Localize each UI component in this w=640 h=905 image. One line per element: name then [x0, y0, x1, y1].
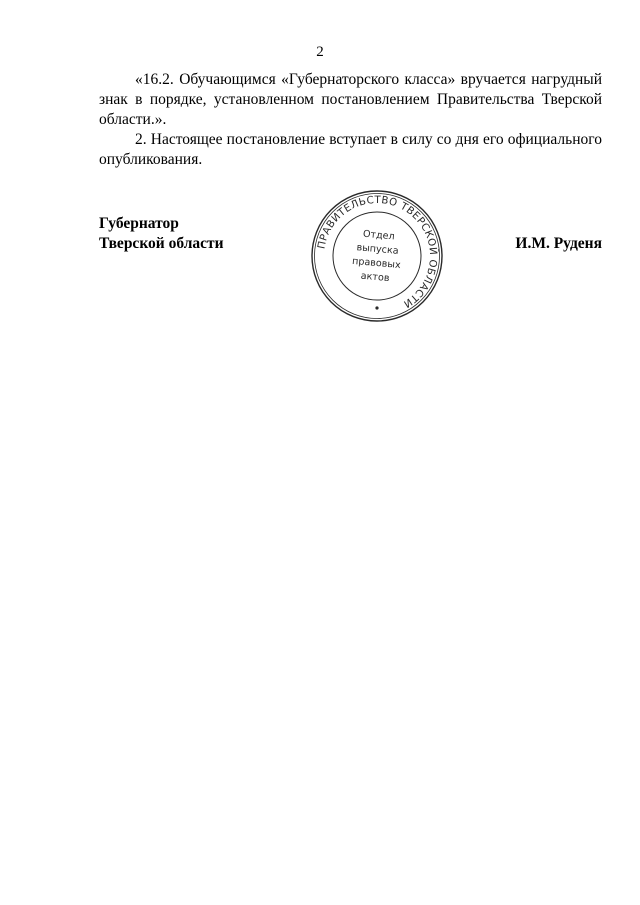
- page-number: 2: [316, 44, 324, 60]
- stamp-outer-ring: [312, 191, 442, 321]
- stamp-center-text: [352, 229, 402, 284]
- signatory-position-line-1: Губернатор: [99, 215, 179, 232]
- document-body: [99, 70, 602, 170]
- stamp-center-line-1: Отдел: [362, 228, 396, 243]
- paragraph-2-effective-date: 2. Настоящее постановление вступает в силу со дня его официального опубликования.: [99, 131, 602, 168]
- signatory-position: [99, 214, 224, 254]
- signatory-position-line-2: Тверской области: [99, 235, 224, 252]
- stamp-dot: [375, 306, 378, 309]
- stamp-center-line-3: правовых: [351, 255, 402, 272]
- stamp-seal-graphic: [310, 189, 444, 323]
- official-stamp: [310, 189, 444, 323]
- stamp-inner-ring: [333, 212, 421, 300]
- stamp-center-line-2: выпуска: [356, 242, 400, 257]
- stamp-center-line-4: актов: [360, 270, 390, 285]
- stamp-outer-text: ПРАВИТЕЛЬСТВО ТВЕРСКОЙ ОБЛАСТИ: [316, 194, 439, 310]
- paragraph-16-2: «16.2. Обучающимся «Губернаторского класса» вручается нагрудный знак в порядке, установленном постановлением Правительства Тверской области.».: [99, 71, 602, 128]
- signatory-name: И.М. Руденя: [515, 235, 602, 252]
